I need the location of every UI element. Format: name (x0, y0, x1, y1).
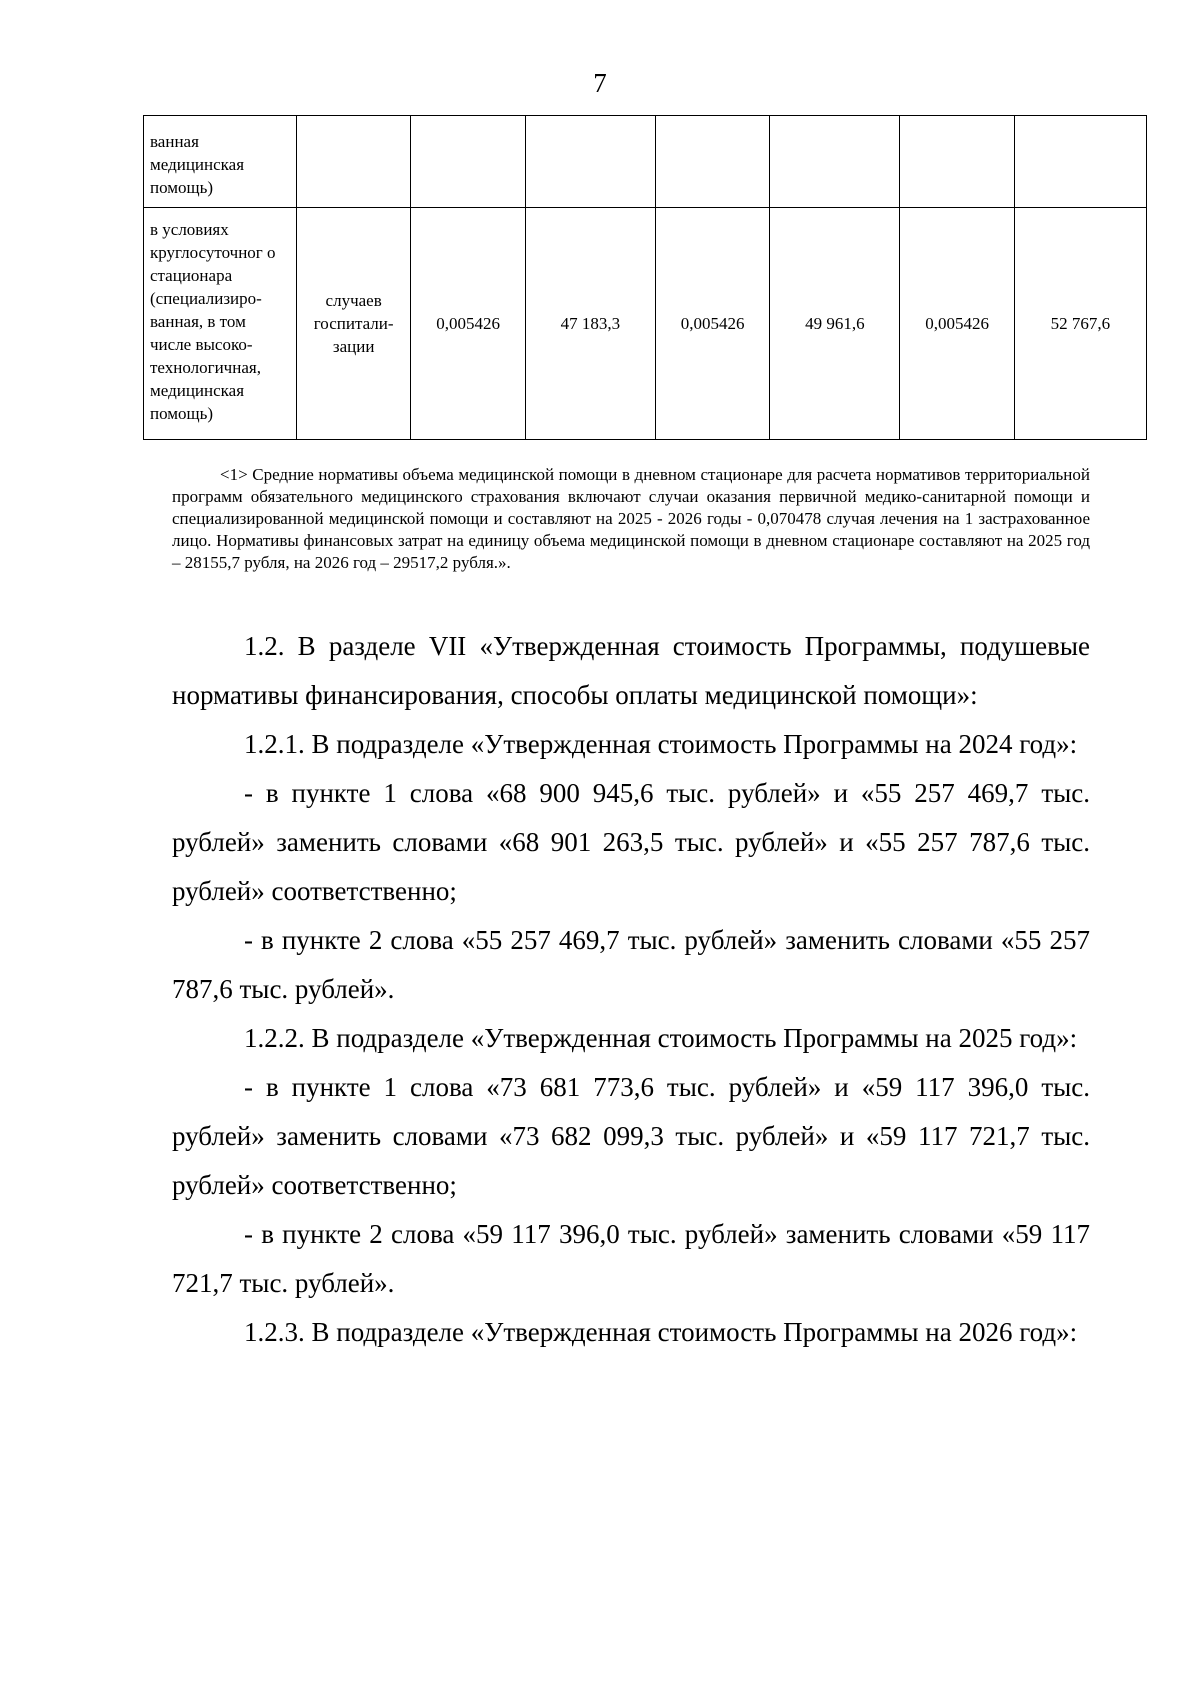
table-cell-value: 0,005426 (411, 208, 525, 440)
paragraph-subsection-2025: 1.2.2. В подразделе «Утвержденная стоимость Программы на 2025 год»: (244, 1023, 1078, 1053)
paragraph-2024-item-2: - в пункте 2 слова «55 257 469,7 тыс. рублей» заменить словами «55 257 787,6 тыс. рублей». (172, 925, 1090, 1004)
footnote: <1> Средние нормативы объема медицинской помощи в дневном стационаре для расчета нормативов территориальной программ обязательного медицинского страхования включают случаи оказания первичной медико-санитарной помощи и специализированной медицинской помощи и составляют на 2025 - 2026 годы - 0,070478 случая лечения на 1 застрахованное лицо. Нормативы финансовых затрат на единицу объема медицинской помощи в дневном стационаре составляют на 2025 год – 28155,7 рубля, на 2026 год – 29517,2 рубля.». (172, 465, 1090, 572)
norms-table (143, 115, 1147, 440)
paragraph-2025-item-1: - в пункте 1 слова «73 681 773,6 тыс. рублей» и «59 117 396,0 тыс. рублей» заменить словами «73 682 099,3 тыс. рублей» и «59 117 721,7 тыс. рублей» соответственно; (172, 1072, 1090, 1200)
paragraph-2024-item-1: - в пункте 1 слова «68 900 945,6 тыс. рублей» и «55 257 469,7 тыс. рублей» заменить словами «68 901 263,5 тыс. рублей» и «55 257 787,6 тыс. рублей» соответственно; (172, 778, 1090, 906)
table-cell-unit (296, 116, 410, 208)
table-cell-value: 52 767,6 (1014, 208, 1146, 440)
body-text (172, 622, 1090, 1357)
table-row (144, 116, 1147, 208)
table-cell-value: 47 183,3 (525, 208, 655, 440)
table-cell-value (770, 116, 900, 208)
paragraph-subsection-2024: 1.2.1. В подразделе «Утвержденная стоимость Программы на 2024 год»: (244, 729, 1078, 759)
table-cell-value: 49 961,6 (770, 208, 900, 440)
paragraph-section-heading: 1.2. В разделе VII «Утвержденная стоимость Программы, подушевые нормативы финансирования, способы оплаты медицинской помощи»: (172, 631, 1090, 710)
table-cell-value (1014, 116, 1146, 208)
table-cell-value (900, 116, 1014, 208)
table-cell-value (525, 116, 655, 208)
paragraph-subsection-2026: 1.2.3. В подразделе «Утвержденная стоимость Программы на 2026 год»: (244, 1317, 1078, 1347)
paragraph-2025-item-2: - в пункте 2 слова «59 117 396,0 тыс. рублей» заменить словами «59 117 721,7 тыс. рублей». (172, 1219, 1090, 1298)
table-cell-value: 0,005426 (900, 208, 1014, 440)
page-number: 7 (593, 68, 607, 98)
table-cell-value: 0,005426 (655, 208, 769, 440)
table-row (144, 208, 1147, 440)
table-cell-description: в условиях круглосуточног о стационара (специализиро-ванная, в том числе высоко-технологичная, медицинская помощь) (144, 208, 297, 440)
table-cell-value (655, 116, 769, 208)
table-cell-value (411, 116, 525, 208)
table-cell-description: ванная медицинская помощь) (144, 116, 297, 208)
table-cell-unit: случаев госпитали-зации (296, 208, 410, 440)
